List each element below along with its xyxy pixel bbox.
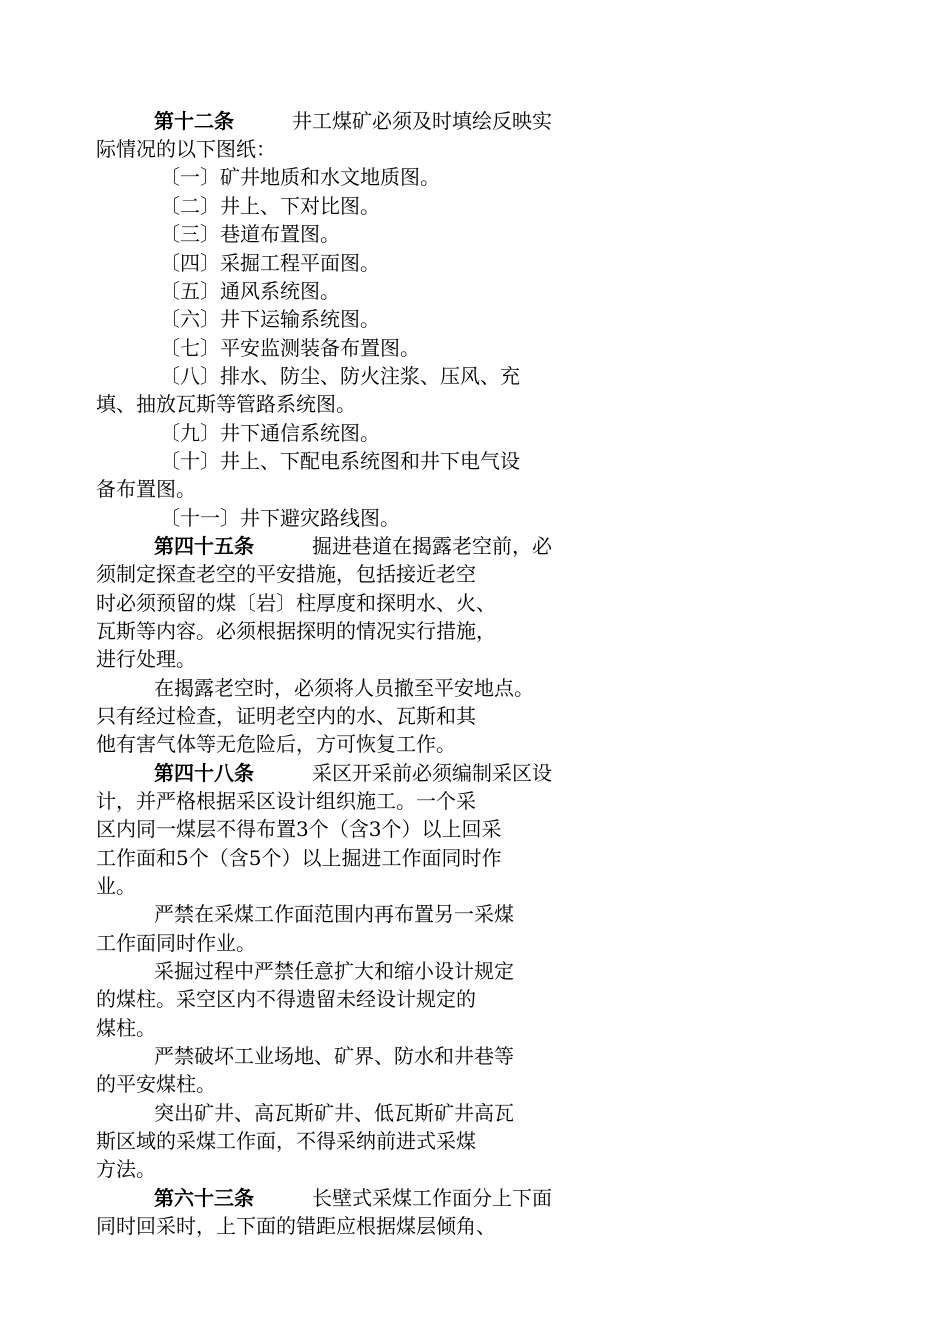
text-line: 只有经过检查，证明老空内的水、瓦斯和其 (96, 704, 476, 728)
list-item-1: 〔一〕矿井地质和水文地质图。 (160, 165, 440, 189)
text-line: 进行处理。 (96, 647, 196, 671)
article-12-heading: 第十二条 (154, 109, 234, 133)
text-line: 工作面同时作业。 (96, 931, 256, 955)
list-item-7: 〔七〕平安监测装备布置图。 (160, 336, 420, 360)
paragraph-line: 采掘过程中严禁任意扩大和缩小设计规定 (154, 959, 514, 983)
article-12-line-1 (154, 107, 840, 135)
list-item-3: 〔三〕巷道布置图。 (160, 222, 340, 246)
article-45-text: 掘进巷道在揭露老空前，必 (312, 534, 552, 558)
text-line: 计，并严格根据采区设计组织施工。一个采 (96, 789, 476, 813)
text-line: 工作面和5个（含5个）以上掘进工作面同时作 (96, 846, 502, 870)
text-line: 方法。 (96, 1157, 156, 1181)
article-48-line-1 (154, 759, 840, 787)
paragraph-line: 严禁在采煤工作面范围内再布置另一采煤 (154, 902, 514, 926)
article-12-text: 井工煤矿必须及时填绘反映实 (292, 109, 552, 133)
text-line: 业。 (96, 874, 136, 898)
paragraph-line: 在揭露老空时，必须将人员撤至平安地点。 (154, 676, 534, 700)
list-item-10: 〔十〕井上、下配电系统图和井下电气设 (160, 449, 520, 473)
text-line: 填、抽放瓦斯等管路系统图。 (96, 392, 356, 416)
list-item-11: 〔十一〕井下避灾路线图。 (160, 506, 400, 530)
list-item-9: 〔九〕井下通信系统图。 (160, 421, 380, 445)
article-63-text: 长壁式采煤工作面分上下面 (312, 1186, 552, 1210)
text-line: 际情况的以下图纸： (96, 137, 276, 161)
text-line: 备布置图。 (96, 477, 196, 501)
paragraph-line: 严禁破坏工业场地、矿界、防水和井巷等 (154, 1044, 514, 1068)
text-line: 斯区域的采煤工作面，不得采纳前进式采煤 (96, 1129, 476, 1153)
list-item-8: 〔八〕排水、防尘、防火注浆、压风、充 (160, 364, 520, 388)
paragraph-line: 突出矿井、高瓦斯矿井、低瓦斯矿井高瓦 (154, 1101, 514, 1125)
article-48-heading: 第四十八条 (154, 761, 254, 785)
text-line: 瓦斯等内容。必须根据探明的情况实行措施， (96, 619, 496, 643)
list-item-2: 〔二〕井上、下对比图。 (160, 194, 380, 218)
article-63-heading: 第六十三条 (154, 1186, 254, 1210)
article-45-heading: 第四十五条 (154, 534, 254, 558)
article-48-text: 采区开采前必须编制采区设 (312, 761, 552, 785)
text-line: 同时回采时，上下面的错距应根据煤层倾角、 (96, 1214, 496, 1238)
text-line: 须制定探查老空的平安措施，包括接近老空 (96, 562, 476, 586)
list-item-5: 〔五〕通风系统图。 (160, 279, 340, 303)
text-line: 他有害气体等无危险后，方可恢复工作。 (96, 732, 456, 756)
text-line: 区内同一煤层不得布置3个（含3个）以上回采 (96, 817, 502, 841)
text-line: 时必须预留的煤〔岩〕柱厚度和探明水、火、 (96, 591, 496, 615)
text-line: 的平安煤柱。 (96, 1072, 216, 1096)
article-45-line-1 (154, 532, 840, 560)
text-line: 煤柱。 (96, 1016, 156, 1040)
list-item-6: 〔六〕井下运输系统图。 (160, 307, 380, 331)
list-item-4: 〔四〕采掘工程平面图。 (160, 251, 380, 275)
text-line: 的煤柱。采空区内不得遗留未经设计规定的 (96, 987, 476, 1011)
article-63-line-1 (154, 1184, 840, 1212)
